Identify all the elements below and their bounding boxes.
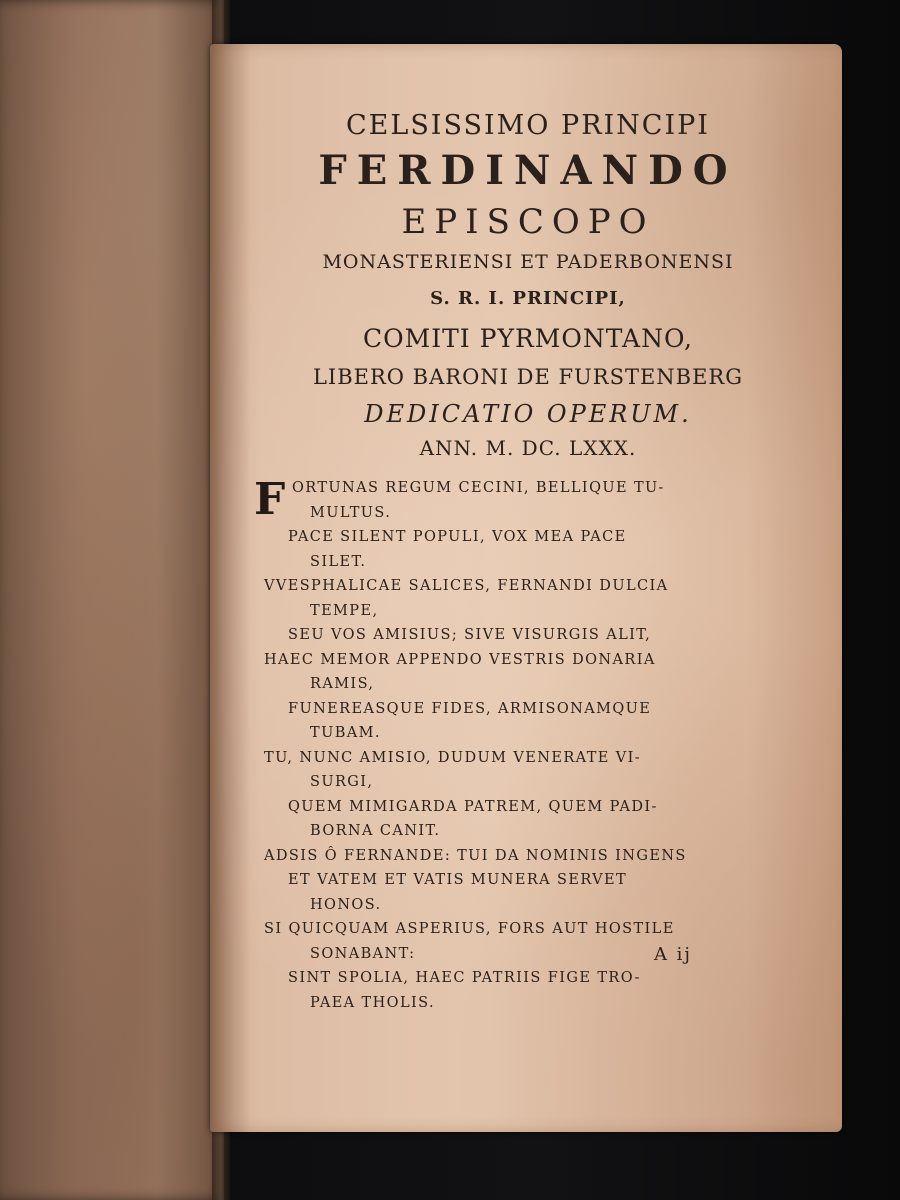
heading-line-2: FERDINANDO	[318, 147, 738, 194]
heading-line-7: LIBERO BARONI DE FURSTENBERG	[312, 365, 744, 389]
poem-line: TU, NUNC AMISIO, DUDUM VENERATE VI-	[264, 749, 642, 766]
heading-line-3: EPISCOPO	[401, 202, 655, 242]
poem-line: QUEM MIMIGARDA PATREM, QUEM PADI-	[288, 798, 658, 815]
poem-line: PAEA THOLIS.	[310, 994, 435, 1011]
poem-line: ET VATEM ET VATIS MUNERA SERVET	[288, 872, 628, 888]
poem-line: HAEC MEMOR APPENDO VESTRIS DONARIA	[264, 651, 656, 668]
book-cover-board	[0, 0, 224, 1200]
poem	[254, 474, 798, 1015]
poem-line: FUNEREASQUE FIDES, ARMISONAMQUE	[288, 700, 652, 717]
poem-line: ORTUNAS REGUM CECINI, BELLIQUE TU-	[292, 480, 665, 496]
poem-line: RAMIS,	[310, 676, 375, 692]
heading-line-6: COMITI PYRMONTANO,	[363, 324, 693, 353]
poem-line: VVESPHALICAE SALICES, FERNANDI DULCIA	[264, 578, 669, 594]
heading-line-9: ANN. M. DC. LXXX.	[419, 436, 637, 460]
poem-line: SURGI,	[310, 774, 374, 790]
poem-line: SEU VOS AMISIUS; SIVE VISURGIS ALIT,	[288, 627, 652, 643]
poem-line: HONOS.	[310, 896, 382, 913]
poem-line: SINT SPOLIA, HAEC PATRIIS FIGE TRO-	[288, 970, 641, 986]
poem-line: ADSIS Ô FERNANDE: TUI DA NOMINIS INGENS	[264, 847, 687, 864]
poem-line: SI QUICQUAM ASPERIUS, FORS AUT HOSTILE	[264, 921, 675, 937]
printed-page	[210, 44, 842, 1132]
poem-line: MULTUS.	[310, 504, 392, 521]
poem-line: PACE SILENT POPULI, VOX MEA PACE	[288, 529, 627, 545]
drop-initial: F	[254, 474, 287, 525]
poem-line: BORNA CANIT.	[310, 823, 441, 839]
poem-line: TUBAM.	[310, 725, 381, 741]
poem-line: SONABANT:	[310, 945, 416, 962]
heading-line-4: MONASTERIENSI ET PADERBONENSI	[322, 251, 734, 273]
signature-mark: A ij	[653, 944, 692, 965]
heading-line-5: S. R. I. PRINCIPI,	[430, 288, 626, 309]
poem-opening	[254, 474, 798, 525]
poem-line: SILET.	[310, 553, 367, 570]
poem-line: TEMPE,	[310, 602, 379, 619]
heading-line-1: CELSISSIMO PRINCIPI	[346, 110, 710, 141]
dedication-text	[254, 110, 798, 1015]
heading-line-8: DEDICATIO OPERUM.	[364, 400, 692, 428]
